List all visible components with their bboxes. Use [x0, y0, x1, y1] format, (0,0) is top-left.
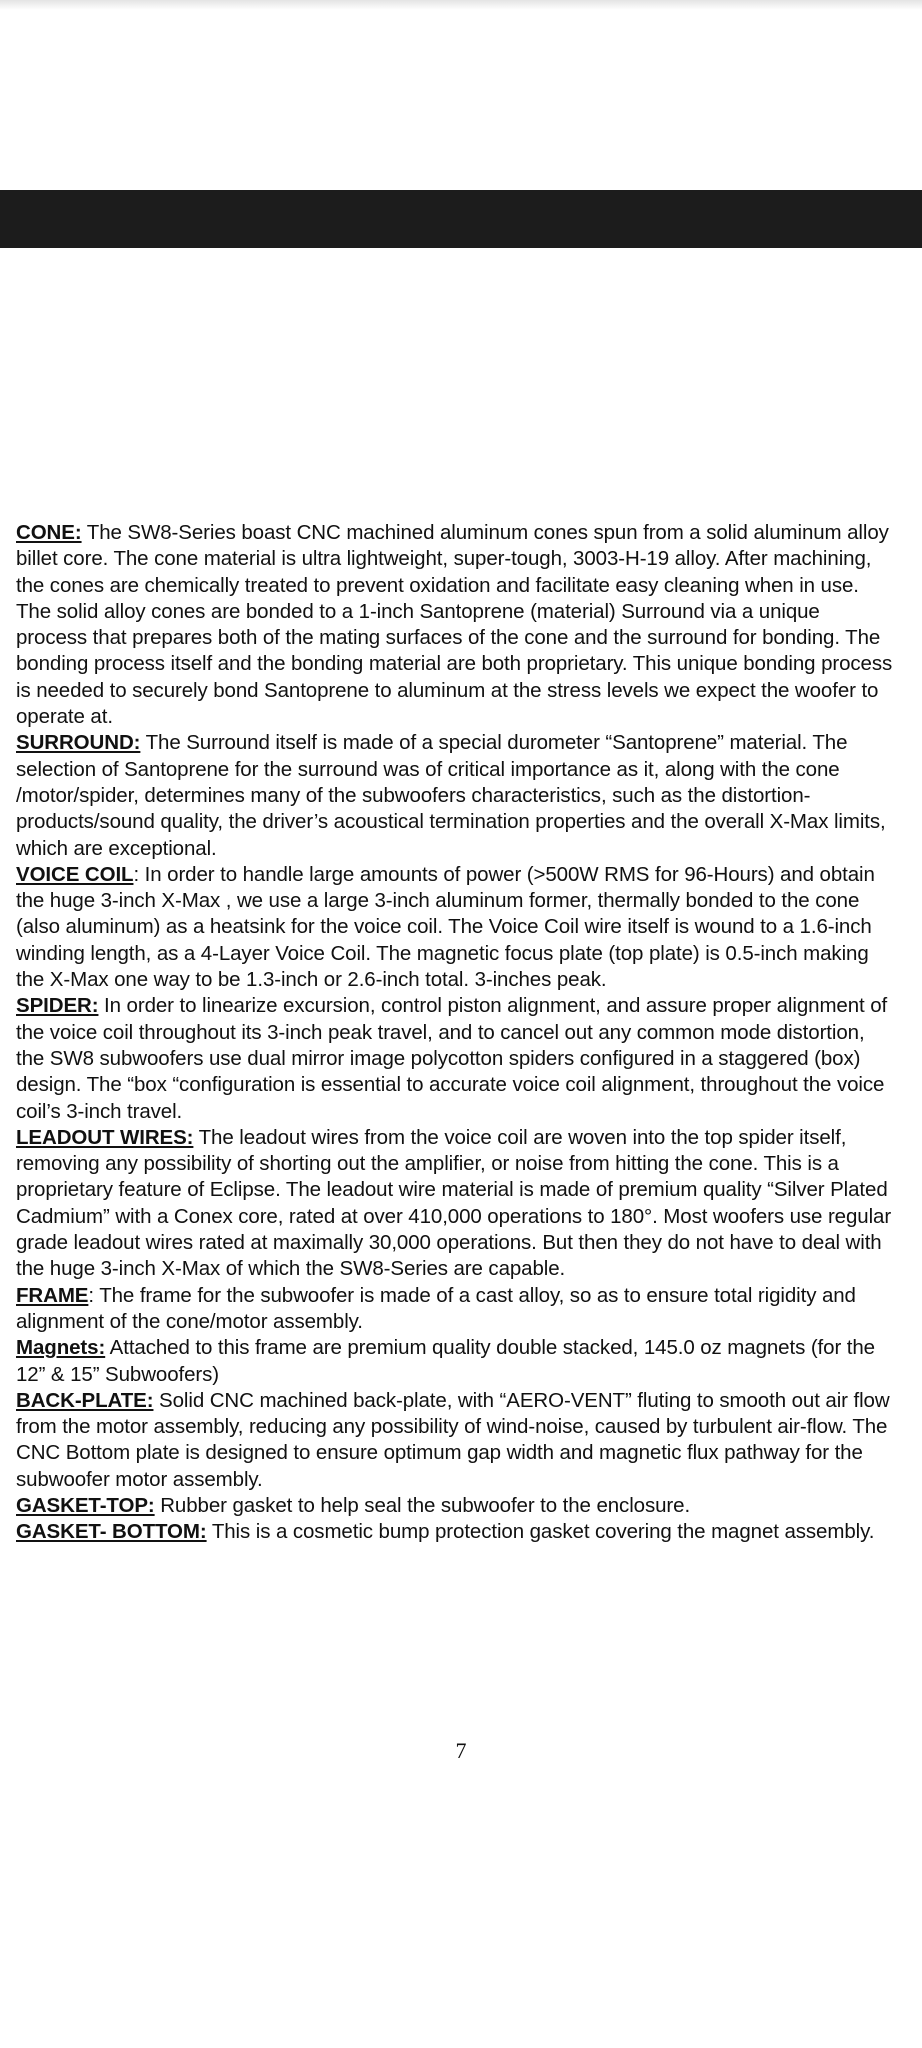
section-gasket-bottom [16, 1519, 896, 1545]
section-text: The SW8-Series boast CNC machined aluminum cones spun from a solid aluminum alloy billet core. The cone material is ultra lightweight, super-tough, 3003-H-19 alloy. After machining, the cones are chemically treated to prevent oxidation and facilitate easy cleaning when in use. The solid alloy cones are bonded to a 1-inch Santoprene (material) Surround via a unique process that prepares both of the mating surfaces of the cone and the surround for bonding. The bonding process itself and the bonding material are both proprietary. This unique bonding process is needed to securely bond Santoprene to aluminum at the stress levels we expect the woofer to operate at. [16, 521, 893, 729]
section-term: Magnets: [16, 1336, 106, 1360]
section-gasket-top [16, 1493, 896, 1519]
section-text: The Surround itself is made of a special durometer “Santoprene” material. The selection of Santoprene for the surround was of critical importance as it, along with the cone /motor/spider, determines many of the subwoofers characteristics, such as the distortion-products/sound quality, the driver’s acoustical termination properties and the overall X-Max limits, which are exceptional. [16, 731, 886, 860]
section-text: Attached to this frame are premium quality double stacked, 145.0 oz magnets (for the 12” & 15” Subwoofers) [16, 1336, 875, 1386]
section-spider [16, 993, 896, 1124]
section-term: GASKET- BOTTOM: [16, 1520, 207, 1544]
page-number: 7 [455, 1738, 467, 1763]
section-term: CONE: [16, 521, 82, 544]
section-surround [16, 730, 896, 861]
section-text: The leadout wires from the voice coil are woven into the top spider itself, removing any possibility of shorting out the amplifier, or noise from hitting the cone. This is a proprietary feature of Eclipse. The leadout wire material is made of premium quality “Silver Plated Cadmium” with a Conex core, rated at over 410,000 operations to 180°. Most woofers use regular grade leadout wires rated at maximally 30,000 operations. But then they do not have to deal with the huge 3-inch X-Max of which the SW8-Series are capable. [16, 1125, 892, 1281]
section-text: In order to linearize excursion, control piston alignment, and assure proper alignment of the voice coil throughout its 3-inch peak travel, and to cancel out any common mode distortion, the SW8 subwoofers use dual mirror image polycotton spiders configured in a staggered (box) design. The “box “configuration is essential to accurate voice coil alignment, throughout the voice coil’s 3-inch travel. [16, 994, 888, 1123]
section-frame [16, 1283, 896, 1336]
section-term: GASKET-TOP: [16, 1493, 155, 1517]
section-term: VOICE COIL [16, 862, 134, 886]
section-text: This is a cosmetic bump protection gasket covering the magnet assembly. [206, 1520, 875, 1544]
spec-text-block [16, 520, 896, 1546]
section-term: SPIDER: [16, 994, 99, 1018]
section-text: Rubber gasket to help seal the subwoofer to the enclosure. [154, 1493, 691, 1517]
section-term: SURROUND: [16, 731, 141, 755]
section-magnets [16, 1335, 896, 1388]
section-term: FRAME [16, 1283, 89, 1307]
section-text: : In order to handle large amounts of power (>500W RMS for 96-Hours) and obtain the huge 3-inch X-Max , we use a large 3-inch aluminum former, thermally bonded to the cone (also aluminum) as a heatsink for the voice coil. The Voice Coil wire itself is wound to a 1.6-inch winding length, as a 4-Layer Voice Coil. The magnetic focus plate (top plate) is 0.5-inch making the X-Max one way to be 1.3-inch or 2.6-inch total. 3-inches peak. [16, 862, 875, 992]
top-edge-shadow [0, 0, 922, 10]
section-voice-coil [16, 862, 896, 993]
section-back-plate [16, 1388, 896, 1493]
header-bar [0, 190, 922, 248]
section-cone [16, 520, 896, 730]
section-text: Solid CNC machined back-plate, with “AERO-VENT” fluting to smooth out air flow from the motor assembly, reducing any possibility of wind-noise, caused by turbulent air-flow. The CNC Bottom plate is designed to ensure optimum gap width and magnetic flux pathway for the subwoofer motor assembly. [16, 1388, 890, 1491]
section-text: : The frame for the subwoofer is made of a cast alloy, so as to ensure total rigidity and alignment of the cone/motor assembly. [16, 1283, 856, 1333]
section-leadout-wires [16, 1125, 896, 1283]
section-term: BACK-PLATE: [16, 1388, 154, 1412]
section-term: LEADOUT WIRES: [16, 1125, 194, 1149]
